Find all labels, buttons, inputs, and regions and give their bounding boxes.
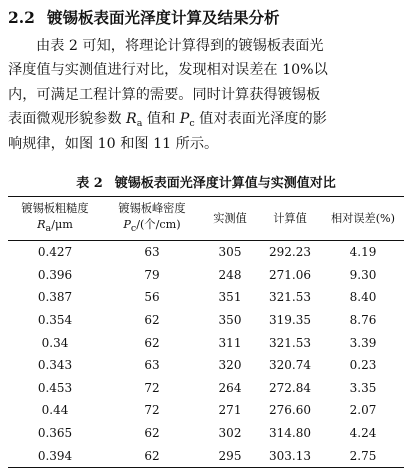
header-text: 镀锡板粗糙度 — [21, 202, 89, 215]
table-row — [8, 331, 404, 354]
cell-roughness: 0.394 — [37, 448, 73, 463]
ra-subscript: a — [136, 118, 143, 130]
table-row — [8, 422, 404, 445]
cell-calculated: 321.53 — [269, 290, 311, 305]
header-text: 镀锡板峰密度 — [118, 202, 186, 215]
cell-peak-density: 62 — [144, 426, 160, 441]
cell-measured: 350 — [218, 313, 242, 328]
header-unit: /(个/cm) — [136, 218, 181, 231]
paragraph-text: 值和 — [142, 111, 180, 128]
section-heading — [8, 6, 279, 28]
cell-peak-density: 62 — [144, 448, 160, 463]
cell-measured: 311 — [218, 335, 242, 350]
cell-measured: 271 — [218, 403, 242, 418]
table-title: 镀锡板表面光泽度计算值与实测值对比 — [114, 176, 336, 191]
cell-roughness: 0.34 — [41, 335, 69, 350]
cell-peak-density: 62 — [144, 335, 160, 350]
cell-measured: 295 — [218, 448, 242, 463]
paragraph-text: 值对表面光泽度的影 — [194, 111, 327, 128]
header-peak-density — [102, 197, 202, 241]
cell-peak-density: 63 — [144, 358, 160, 373]
pc-symbol: P — [123, 218, 131, 231]
cell-relative-error: 0.23 — [349, 358, 377, 373]
pc-subscript: c — [189, 118, 195, 130]
cell-roughness: 0.44 — [41, 403, 69, 418]
cell-peak-density: 72 — [144, 403, 160, 418]
cell-relative-error: 3.35 — [349, 380, 377, 395]
table-row — [8, 377, 404, 400]
cell-relative-error: 9.30 — [349, 267, 377, 282]
cell-relative-error: 2.07 — [349, 403, 377, 418]
cell-peak-density: 63 — [144, 245, 160, 260]
ra-symbol: R — [126, 111, 137, 128]
table-caption — [0, 172, 412, 191]
cell-roughness: 0.343 — [37, 358, 73, 373]
cell-measured: 248 — [218, 267, 242, 282]
cell-relative-error: 4.24 — [349, 426, 377, 441]
cell-calculated: 292.23 — [269, 245, 311, 260]
pc-subscript: c — [130, 223, 137, 234]
cell-roughness: 0.453 — [37, 380, 73, 395]
cell-calculated: 321.53 — [269, 335, 311, 350]
table-row — [8, 241, 404, 264]
paragraph-line: 响规律，如图 10 和图 11 所示。 — [8, 135, 219, 152]
paragraph-line — [8, 107, 404, 131]
cell-calculated: 271.06 — [269, 267, 311, 282]
table-number: 表 2 — [76, 176, 103, 191]
cell-peak-density: 62 — [144, 313, 160, 328]
cell-roughness: 0.354 — [37, 313, 73, 328]
cell-measured: 302 — [218, 426, 242, 441]
cell-measured: 351 — [218, 290, 242, 305]
cell-peak-density: 79 — [144, 267, 160, 282]
cell-peak-density: 72 — [144, 380, 160, 395]
table-header-row — [8, 197, 404, 241]
paragraph-line: 内，可满足工程计算的需要。同时计算获得镀锡板 — [8, 86, 321, 103]
cell-peak-density: 56 — [144, 290, 160, 305]
table-row — [8, 399, 404, 422]
cell-calculated: 319.35 — [269, 313, 311, 328]
table-row — [8, 354, 404, 377]
cell-relative-error: 2.75 — [349, 448, 377, 463]
cell-relative-error: 8.76 — [349, 313, 377, 328]
header-roughness — [8, 197, 102, 241]
section-number: 2.2 — [8, 8, 35, 27]
cell-measured: 264 — [218, 380, 242, 395]
cell-relative-error: 8.40 — [349, 290, 377, 305]
cell-relative-error: 3.39 — [349, 335, 377, 350]
header-unit-line — [8, 217, 102, 237]
cell-calculated: 314.80 — [269, 426, 311, 441]
cell-roughness: 0.365 — [37, 426, 73, 441]
cell-roughness: 0.427 — [37, 245, 73, 260]
comparison-table — [8, 196, 404, 468]
cell-calculated: 272.84 — [269, 380, 311, 395]
header-unit-line — [102, 217, 202, 237]
cell-measured: 320 — [218, 358, 242, 373]
table-row — [8, 264, 404, 287]
header-relative-error: 相对误差(%) — [330, 212, 396, 225]
pc-symbol: P — [179, 111, 190, 128]
ra-symbol: R — [37, 218, 46, 231]
ra-subscript: a — [45, 223, 52, 234]
table-row — [8, 444, 404, 467]
cell-roughness: 0.396 — [37, 267, 73, 282]
cell-measured: 305 — [218, 245, 242, 260]
cell-roughness: 0.387 — [37, 290, 73, 305]
paragraph-line: 由表 2 可知，将理论计算得到的镀锡板表面光 — [36, 38, 324, 54]
body-paragraph — [8, 34, 404, 156]
cell-calculated: 276.60 — [269, 403, 311, 418]
paragraph-line: 泽度值与实测值进行对比，发现相对误差在 10%以 — [8, 62, 328, 79]
cell-relative-error: 4.19 — [349, 245, 377, 260]
section-title: 镀锡板表面光泽度计算及结果分析 — [46, 8, 280, 27]
cell-calculated: 303.13 — [269, 448, 311, 463]
header-measured: 实测值 — [213, 212, 247, 225]
cell-calculated: 320.74 — [269, 358, 311, 373]
table-row — [8, 286, 404, 309]
header-unit: /μm — [51, 218, 73, 231]
paragraph-text: 表面微观形貌参数 — [8, 111, 127, 128]
table-row — [8, 309, 404, 332]
header-calculated: 计算值 — [273, 212, 307, 225]
